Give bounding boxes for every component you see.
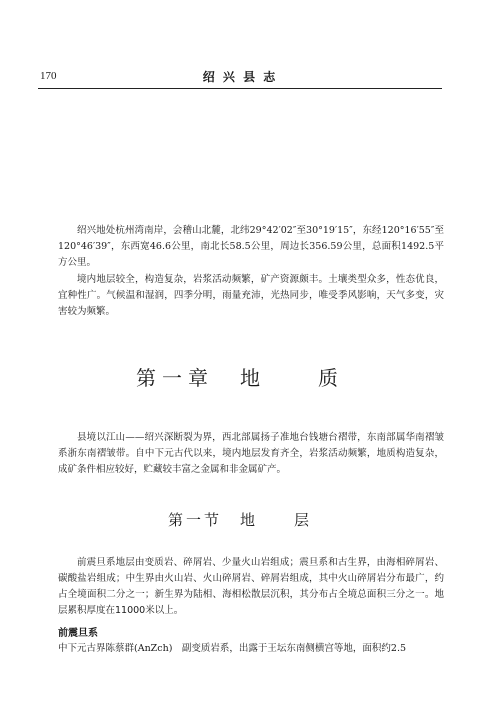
header-rule [38,88,442,89]
chapter-paragraph: 县境以江山——绍兴深断裂为界，西北部属扬子准地台钱塘台褶带，东南部属华南褶皱系浙东南褶皱带。自中下元古代以来，境内地层发育齐全，岩浆活动频繁，地质构造复杂，成矿条件相应较好，贮藏较丰富之金属和非金属矿产。 [58,432,444,475]
intro-paragraph-1: 绍兴地处杭州湾南岸，会稽山北麓，北纬29°42′02″至30°19′15″，东经120°16′55″至120°46′39″，东西宽46.6公里，南北长58.5公里，周边长356.59公里，总面积1492.5平方公里。 [58,225,444,268]
running-title: 绍 兴 县 志 [202,70,278,84]
intro-paragraph-2: 境内地层较全，构造复杂，岩浆活动频繁，矿产资源颇丰。土壤类型众多，性态优良，宜种性广。气候温和湿润，四季分明，雨量充沛，光热同步，唯受季风影响，天气多变，灾害较为频繁。 [58,274,444,317]
page-number: 170 [40,70,57,82]
section-paragraph: 前震旦系地层由变质岩、碎屑岩、少量火山岩组成；震旦系和古生界，由海相碎屑岩、碳酸盐岩组成；中生界由火山岩、火山碎屑岩、碎屑岩组成，其中火山碎屑岩分布最广，约占全境面积二分之一；新生界为陆相、海相松散层沉积，其分布占全境总面积三分之一。地层累积厚度在11000米以上。 [58,557,444,616]
last-line: 中下元古界陈蔡群(AnZch) 副变质岩系，出露于王坛东南侧横宫等地，面积约2.5 [58,643,407,654]
section-title: 第一节 地 层 [167,511,312,529]
chapter-title: 第一章 地 质 [136,366,344,390]
subheading: 前震旦系 [58,628,98,639]
